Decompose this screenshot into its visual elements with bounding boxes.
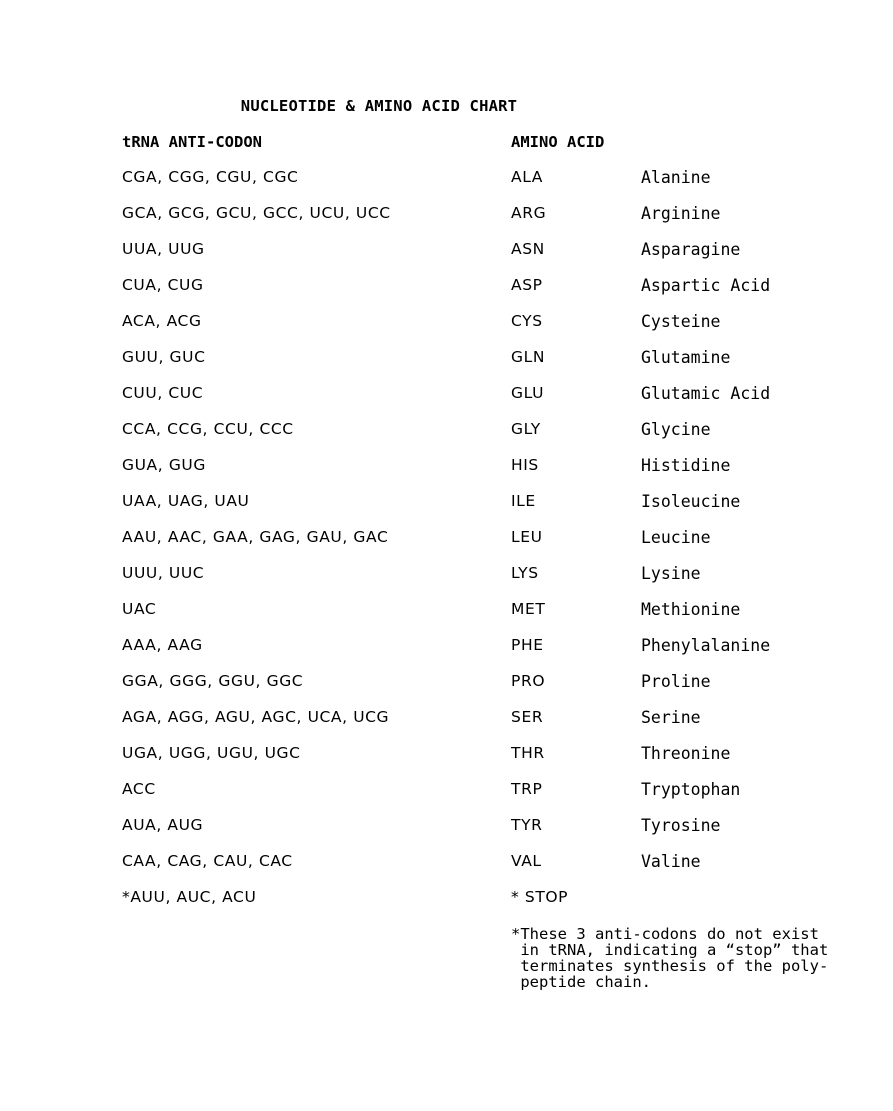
anticodon-list: GUU, GUC — [122, 348, 206, 366]
amino-acid-name: Serine — [641, 708, 701, 727]
amino-acid-name: Isoleucine — [641, 492, 741, 511]
table-row — [0, 276, 893, 312]
amino-acid-name: Proline — [641, 672, 711, 691]
table-row — [0, 744, 893, 780]
table-row — [0, 204, 893, 240]
amino-acid-name: Glutamic Acid — [641, 384, 771, 403]
amino-acid-abbreviation: TRP — [511, 780, 543, 798]
anticodon-list: CAA, CAG, CAU, CAC — [122, 852, 293, 870]
anticodon-list: ACA, ACG — [122, 312, 202, 330]
amino-acid-abbreviation: ASP — [511, 276, 543, 294]
amino-acid-name: Cysteine — [641, 312, 721, 331]
table-row — [0, 672, 893, 708]
anticodon-list: ACC — [122, 780, 156, 798]
amino-acid-abbreviation: GLN — [511, 348, 546, 366]
table-row — [0, 528, 893, 564]
amino-acid-name: Leucine — [641, 528, 711, 547]
amino-acid-name: Phenylalanine — [641, 636, 771, 655]
amino-acid-abbreviation: VAL — [511, 852, 542, 870]
table-row — [0, 636, 893, 672]
amino-acid-abbreviation: CYS — [511, 312, 543, 330]
anticodon-list: CUU, CUC — [122, 384, 204, 402]
amino-acid-name: Methionine — [641, 600, 741, 619]
anticodon-list: CGA, CGG, CGU, CGC — [122, 168, 299, 186]
table-row — [0, 852, 893, 888]
table-row — [0, 168, 893, 204]
anticodon-list: AAU, AAC, GAA, GAG, GAU, GAC — [122, 528, 389, 546]
anticodon-list: UGA, UGG, UGU, UGC — [122, 744, 301, 762]
amino-acid-abbreviation: MET — [511, 600, 546, 618]
anticodon-list: UUU, UUC — [122, 564, 205, 582]
anticodon-list: GGA, GGG, GGU, GGC — [122, 672, 304, 690]
amino-acid-name: Lysine — [641, 564, 701, 583]
amino-acid-abbreviation: TYR — [511, 816, 543, 834]
anticodon-list: AGA, AGG, AGU, AGC, UCA, UCG — [122, 708, 390, 726]
amino-acid-column-header: AMINO ACID — [511, 133, 605, 151]
amino-acid-name: Threonine — [641, 744, 731, 763]
table-row — [0, 348, 893, 384]
amino-acid-name: Asparagine — [641, 240, 741, 259]
amino-acid-abbreviation: LEU — [511, 528, 543, 546]
amino-acid-abbreviation: LYS — [511, 564, 539, 582]
amino-acid-name: Glutamine — [641, 348, 731, 367]
amino-acid-name: Alanine — [641, 168, 711, 187]
amino-acid-name: Aspartic Acid — [641, 276, 771, 295]
amino-acid-abbreviation: PRO — [511, 672, 546, 690]
amino-acid-name: Histidine — [641, 456, 731, 475]
amino-acid-abbreviation: ASN — [511, 240, 545, 258]
anticodon-list: CCA, CCG, CCU, CCC — [122, 420, 294, 438]
amino-acid-name: Tryptophan — [641, 780, 741, 799]
table-row — [0, 456, 893, 492]
anticodon-list: UAA, UAG, UAU — [122, 492, 250, 510]
table-row — [0, 312, 893, 348]
table-row — [0, 780, 893, 816]
anticodon-list: UUA, UUG — [122, 240, 205, 258]
amino-acid-abbreviation: ARG — [511, 204, 547, 222]
amino-acid-abbreviation: GLY — [511, 420, 541, 438]
amino-acid-abbreviation: ALA — [511, 168, 543, 186]
amino-acid-name: Arginine — [641, 204, 721, 223]
anticodon-list: AUA, AUG — [122, 816, 204, 834]
amino-acid-abbreviation: HIS — [511, 456, 539, 474]
amino-acid-abbreviation: THR — [511, 744, 545, 762]
table-row — [0, 240, 893, 276]
anticodon-list: AAA, AAG — [122, 636, 203, 654]
amino-acid-abbreviation: PHE — [511, 636, 544, 654]
anticodon-list: CUA, CUG — [122, 276, 204, 294]
anticodon-list: GUA, GUG — [122, 456, 206, 474]
stop-anticodon-list: *AUU, AUC, ACU — [122, 888, 257, 906]
amino-acid-name: Valine — [641, 852, 701, 871]
table-row-stop — [0, 888, 893, 924]
table-row — [0, 816, 893, 852]
table-row — [0, 564, 893, 600]
chart-title: NUCLEOTIDE & AMINO ACID CHART — [240, 97, 518, 115]
table-row — [0, 384, 893, 420]
anticodon-list: GCA, GCG, GCU, GCC, UCU, UCC — [122, 204, 391, 222]
amino-acid-name: Tyrosine — [641, 816, 721, 835]
anticodon-column-header: tRNA ANTI-CODON — [122, 133, 262, 151]
amino-acid-abbreviation: ILE — [511, 492, 536, 510]
table-row — [0, 708, 893, 744]
stop-footnote: *These 3 anti-codons do not exist in tRNA, indicating a “stop” that terminates synthesis of the poly- peptide chain. — [511, 925, 829, 991]
amino-acid-name: Glycine — [641, 420, 711, 439]
anticodon-list: UAC — [122, 600, 157, 618]
stop-label: * STOP — [511, 888, 569, 906]
amino-acid-abbreviation: GLU — [511, 384, 545, 402]
table-row — [0, 420, 893, 456]
table-row — [0, 600, 893, 636]
chart-rows — [0, 168, 893, 924]
amino-acid-abbreviation: SER — [511, 708, 544, 726]
table-row — [0, 492, 893, 528]
